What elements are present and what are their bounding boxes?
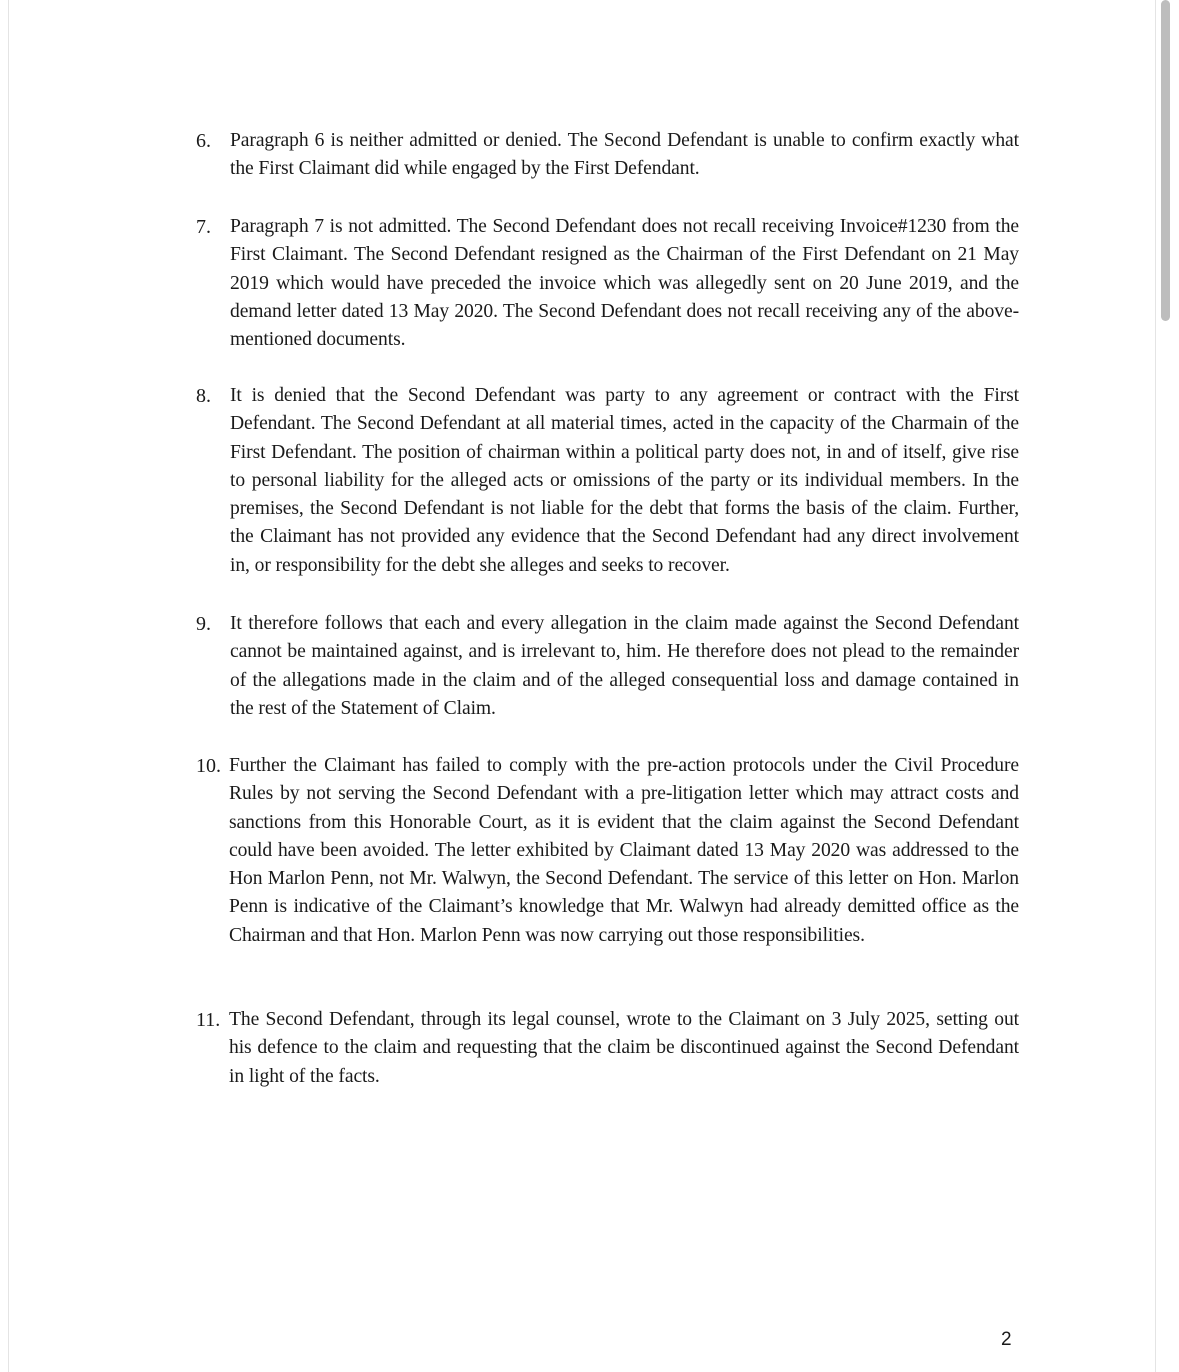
paragraph-text: Further the Claimant has failed to comply with the pre-action protocols under the Civil Procedure Rules by not serving the Second Defendant with a pre-litigation letter which may attract costs and sanctions from this Honorable Court, as it is evident that the claim against the Second Defendant could have been avoided. The letter exhibited by Claimant dated 13 May 2020 was addressed to the Hon Marlon Penn, not Mr. Walwyn, the Second Defendant. The service of this letter on Hon. Marlon Penn is indicative of the Claimant’s knowledge that Mr. Walwyn had already demitted office as the Chairman and that Hon. Marlon Penn was now carrying out those responsibilities. [229,755,1019,946]
paragraph-number: 9. [196,613,211,635]
paragraph-text: Paragraph 7 is not admitted. The Second Defendant does not recall receiving Invoice#1230 from the First Claimant. The Second Defendant resigned as the Chairman of the First Defendant on 21 May 2019 which would have preceded the invoice which was allegedly sent on 20 June 2019, and the demand letter dated 13 May 2020. The Second Defendant does not recall receiving any of the above-mentioned documents. [230,216,1019,351]
paragraph-text: It therefore follows that each and every allegation in the claim made against the Second Defendant cannot be maintained against, and is irrelevant to, him. He therefore does not plead to the remainder of the allegations made in the claim and of the alleged consequential loss and damage contained in the rest of the Statement of Claim. [230,613,1019,719]
paragraph-9 [196,610,1019,723]
paragraph-text: It is denied that the Second Defendant was party to any agreement or contract with the First Defendant. The Second Defendant at all material times, acted in the capacity of the Charmain of the First Defendant. The position of chairman within a political party does not, in and of itself, give rise to personal liability for the alleged acts or omissions of the party or its individual members. In the premises, the Second Defendant is not liable for the debt that forms the basis of the claim. Further, the Claimant has not provided any evidence that the Second Defendant had any direct involvement in, or responsibility for the debt she alleges and seeks to recover. [230,385,1019,576]
paragraph-number: 8. [196,385,211,407]
paragraph-text: Paragraph 6 is neither admitted or denied. The Second Defendant is unable to confirm exactly what the First Claimant did while engaged by the First Defendant. [230,130,1019,180]
paragraph-number: 7. [196,216,211,238]
paragraph-7 [196,213,1019,354]
paragraph-6 [196,127,1019,184]
paragraph-8 [196,382,1019,580]
scrollbar-thumb[interactable] [1161,0,1170,321]
paragraph-11 [196,1006,1019,1091]
paragraph-text: The Second Defendant, through its legal counsel, wrote to the Claimant on 3 July 2025, setting out his defence to the claim and requesting that the claim be discontinued against the Second Defendant in light of the facts. [229,1009,1019,1087]
page-right-edge [1155,0,1156,1372]
paragraph-number: 6. [196,130,211,152]
paragraph-number: 10. [196,755,221,777]
page-number: 2 [1001,1329,1012,1350]
paragraph-number: 11. [196,1009,221,1031]
paragraph-10 [196,752,1019,950]
